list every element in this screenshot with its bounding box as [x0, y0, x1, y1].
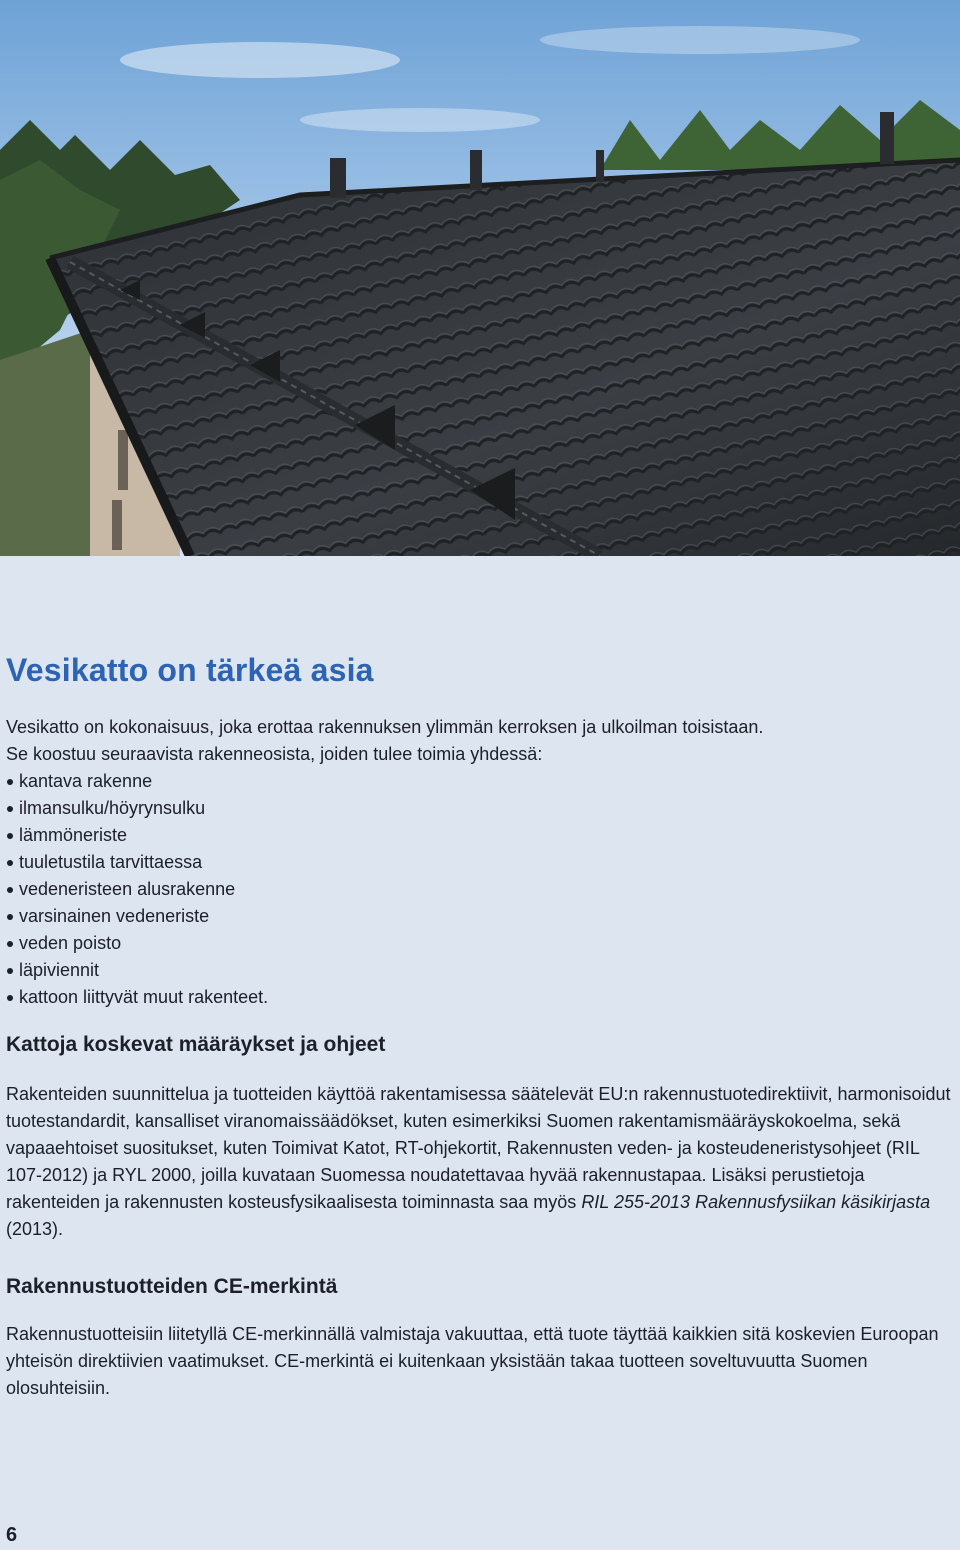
book-reference: RIL 255-2013 Rakennusfysiikan käsikirjasta: [581, 1192, 931, 1212]
list-item: ilmansulku/höyrynsulku: [6, 795, 954, 822]
list-item: varsinainen vedeneriste: [6, 903, 954, 930]
section-heading-regulations: Kattoja koskevat määräykset ja ohjeet: [6, 1033, 386, 1056]
page-title: Vesikatto on tärkeä asia: [6, 652, 374, 688]
ce-marking-paragraph: Rakennustuotteisiin liitetyllä CE-merkinnällä valmistaja vakuuttaa, että tuote täyttää kaikkien sitä koskevien Euroopan yhteisön direktiivien vaatimukset. CE-merkintä ei kuitenkaan yksistään takaa tuotteen soveltuvuutta Suomen olosuhteisiin.: [6, 1324, 939, 1398]
regulations-tail: (2013).: [6, 1219, 64, 1239]
component-list: [6, 768, 954, 1011]
list-item: läpiviennit: [6, 957, 954, 984]
list-item: lämmöneriste: [6, 822, 954, 849]
page-number: 6: [6, 1524, 18, 1546]
intro-line-1: Vesikatto on kokonaisuus, joka erottaa rakennuksen ylimmän kerroksen ja ulkoilman toisistaan.: [6, 717, 764, 737]
page-content: [6, 648, 954, 1402]
intro-line-2: Se koostuu seuraavista rakenneosista, joiden tulee toimia yhdessä:: [6, 744, 543, 764]
roof-photo: [0, 0, 960, 556]
list-item: tuuletustila tarvittaessa: [6, 849, 954, 876]
list-item: veden poisto: [6, 930, 954, 957]
list-item: kantava rakenne: [6, 768, 954, 795]
list-item: vedeneristeen alusrakenne: [6, 876, 954, 903]
intro-block: [6, 714, 954, 1011]
section-heading-ce-marking: Rakennustuotteiden CE-merkintä: [6, 1275, 338, 1298]
regulations-paragraph: [6, 1081, 954, 1243]
list-item: kattoon liittyvät muut rakenteet.: [6, 984, 954, 1011]
regulations-text: Rakenteiden suunnittelua ja tuotteiden käyttöä rakentamisessa säätelevät EU:n rakennustuotedirektiivit, harmonisoidut tuotestandardit, kansalliset viranomaissäädökset, kuten esimerkiksi Suomen rakentamismääräyskokoelma, sekä vapaaehtoiset suositukset, kuten Toimivat Katot, RT-ohjekortit, Rakennusten veden- ja kosteudeneristysohjeet (RIL 107-2012) ja RYL 2000, joilla kuvataan Suomessa noudatettavaa hyvää rakennustapaa. Lisäksi perustietoja rakenteiden ja rakennusten kosteusfysikaalisesta toiminnasta saa myös: [6, 1084, 951, 1212]
